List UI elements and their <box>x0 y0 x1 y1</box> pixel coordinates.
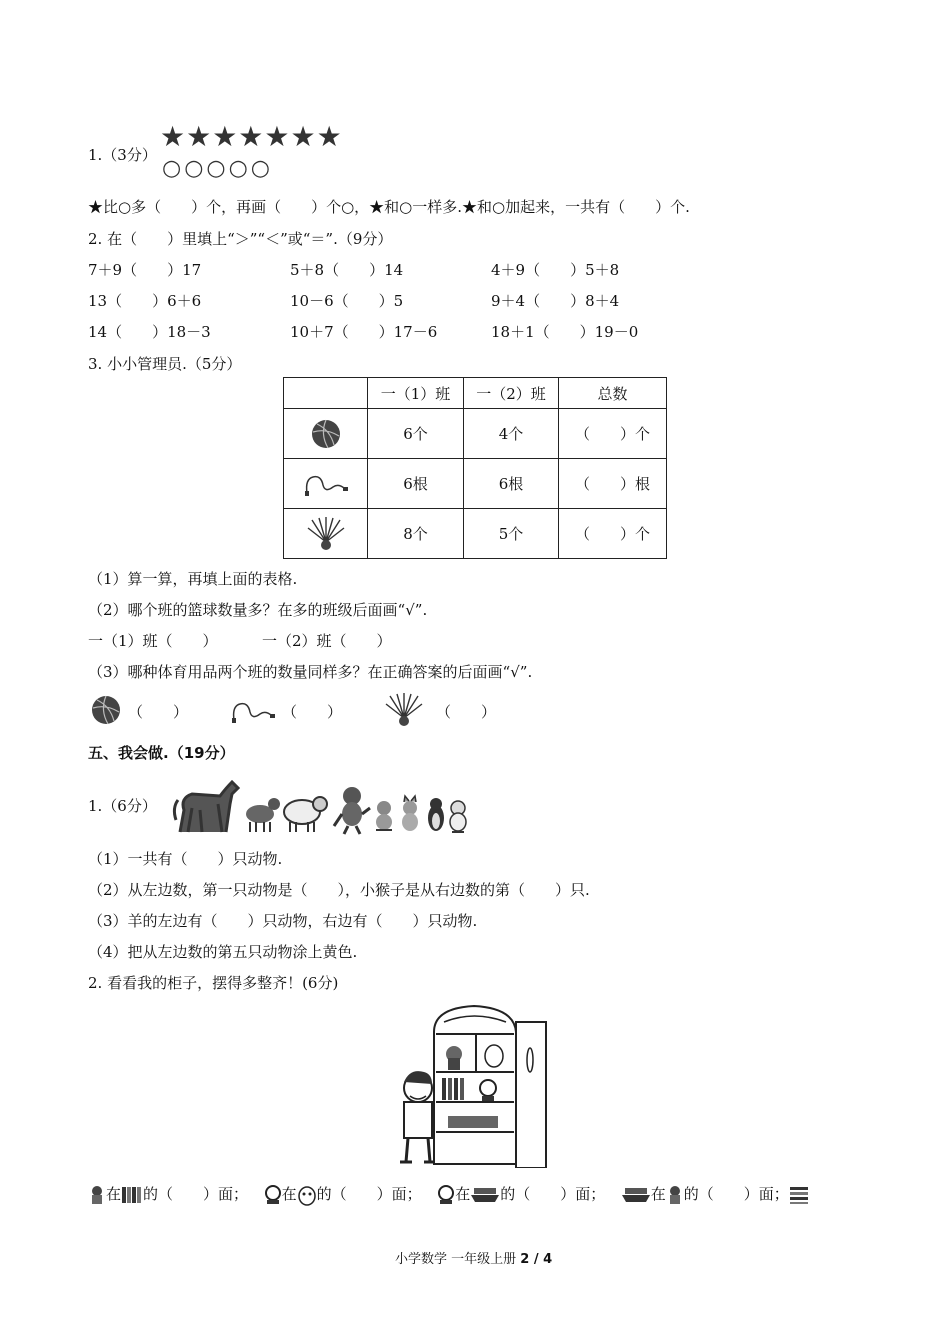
table-cell: 6根 <box>368 459 464 509</box>
books-icon <box>789 1185 809 1203</box>
table-cell: （ ）根 <box>559 459 667 509</box>
q2-r0c2: 4＋9（ ）5＋8 <box>491 261 620 279</box>
q2-r2c1: 10＋7（ ）17－6 <box>290 323 438 341</box>
dog-icon <box>376 801 392 830</box>
toy-cat-icon <box>297 1185 317 1203</box>
answer-paren: （ ） <box>436 703 497 721</box>
sec5-q1-label: 1.（6分） <box>88 797 157 815</box>
sec5-q1-item: （2）从左边数，第一只动物是（ ），小猴子是从右边数的第（ ）只. <box>88 881 590 899</box>
word-zai: 在 <box>106 1185 122 1203</box>
q1-text: ★比○多（ ）个，再画（ ）个○，★和○一样多.★和○加起来，一共有（ ）个. <box>88 198 690 216</box>
inventory-table <box>283 377 667 559</box>
table-cell: 8个 <box>368 509 464 559</box>
table-cell: 5个 <box>464 509 559 559</box>
jump-rope-icon <box>230 698 276 724</box>
table-cell: 6根 <box>464 459 559 509</box>
basketball-icon <box>284 409 368 459</box>
q2-r0c1: 5＋8（ ）14 <box>290 261 404 279</box>
animals-illustration <box>170 774 470 836</box>
monkey-icon <box>334 787 370 834</box>
circles-row: ○○○○○ <box>162 156 273 181</box>
position-blank: 的（ ）面； <box>316 1185 422 1203</box>
table-header-cell: 一（2）班 <box>464 378 559 409</box>
penguin-icon <box>428 798 444 831</box>
table-cell: 4个 <box>464 409 559 459</box>
q2-r1c0: 13（ ）6＋6 <box>88 292 202 310</box>
q2-title: 2. 在（ ）里填上“＞”“＜”或“＝”.（9分） <box>88 230 393 248</box>
clock-icon <box>437 1185 455 1203</box>
books-icon <box>121 1185 143 1203</box>
table-cell: 6个 <box>368 409 464 459</box>
word-zai: 在 <box>455 1185 471 1203</box>
table-row <box>284 409 667 459</box>
stars-row: ★★★★★★★ <box>160 120 343 153</box>
q3-sub1: （1）算一算，再填上面的表格. <box>88 570 298 588</box>
flower-pot-icon <box>88 1185 106 1203</box>
table-header-cell: 总数 <box>559 378 667 409</box>
page-footer <box>395 1248 552 1267</box>
toy-boat-icon <box>621 1185 651 1203</box>
q2-r1c2: 9＋4（ ）8＋4 <box>491 292 620 310</box>
section-title: 五、我会做.（19分） <box>88 744 235 762</box>
clock-icon <box>264 1185 282 1203</box>
shuttlecock-icon <box>284 509 368 559</box>
table-cell: （ ）个 <box>559 409 667 459</box>
sec5-q1-item: （1）一共有（ ）只动物. <box>88 850 283 868</box>
table-header-cell: 一（1）班 <box>368 378 464 409</box>
page-number: 2 / 4 <box>520 1252 553 1267</box>
sheep-icon <box>284 797 327 832</box>
basketball-icon <box>90 694 122 726</box>
jump-rope-icon <box>284 459 368 509</box>
table-cell: （ ）个 <box>559 509 667 559</box>
sec5-q2-title: 2. 看看我的柜子，摆得多整齐！(6分) <box>88 974 339 992</box>
cat-icon <box>402 796 418 831</box>
table-header-row <box>284 378 667 409</box>
cow-icon <box>246 798 280 832</box>
answer-paren: （ ） <box>128 703 189 721</box>
shuttlecock-icon <box>384 692 424 728</box>
flower-pot-icon <box>666 1185 684 1203</box>
answer-paren: （ ） <box>282 703 343 721</box>
footer-text: 小学数学 一年级上册 <box>395 1252 521 1267</box>
toy-boat-icon <box>470 1185 500 1203</box>
q3-sub2: （2）哪个班的篮球数量多？在多的班级后面画“√”. <box>88 601 428 619</box>
table-header-cell <box>284 378 368 409</box>
q3-sub3: （3）哪种体育用品两个班的数量同样多？在正确答案的后面画“√”. <box>88 663 533 681</box>
q2-r0c0: 7＋9（ ）17 <box>88 261 202 279</box>
cabinet-illustration <box>388 1002 558 1168</box>
table-row <box>284 509 667 559</box>
q1-label: 1.（3分） <box>88 146 157 164</box>
q3-sub2-opt2: 一（2）班（ ） <box>262 632 392 650</box>
q3-sub2-opt1: 一（1）班（ ） <box>88 632 218 650</box>
cabinet-icon <box>434 1006 546 1168</box>
q3-title: 3. 小小管理员.（5分） <box>88 355 242 373</box>
table-row <box>284 459 667 509</box>
q2-r2c2: 18＋1（ ）19－0 <box>491 323 639 341</box>
position-blank: 的（ ）面； <box>500 1185 606 1203</box>
boy-icon <box>400 1071 436 1162</box>
q2-r2c0: 14（ ）18－3 <box>88 323 211 341</box>
word-zai: 在 <box>650 1185 666 1203</box>
q2-r1c1: 10－6（ ）5 <box>290 292 404 310</box>
chick-icon <box>450 801 466 832</box>
sec5-q1-item: （3）羊的左边有（ ）只动物，右边有（ ）只动物. <box>88 912 478 930</box>
position-blank: 的（ ）面； <box>143 1185 249 1203</box>
word-zai: 在 <box>281 1185 297 1203</box>
bottom-row <box>88 1183 809 1206</box>
horse-icon <box>174 782 238 832</box>
sec5-q1-item: （4）把从左边数的第五只动物涂上黄色. <box>88 943 358 961</box>
position-blank: 的（ ）面； <box>683 1185 789 1203</box>
